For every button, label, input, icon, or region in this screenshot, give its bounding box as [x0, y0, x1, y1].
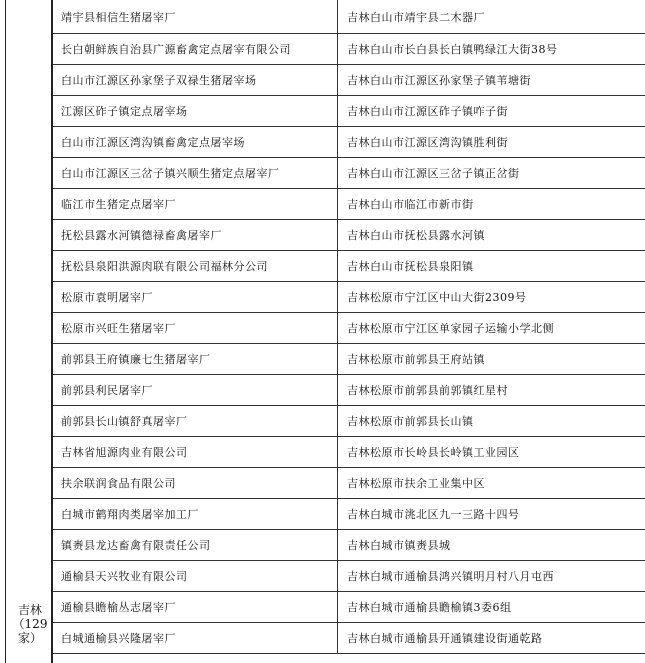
region-column: [5, 0, 53, 663]
enterprise-name-cell: 扶余联润食品有限公司: [53, 468, 338, 499]
table-row: [53, 592, 645, 623]
enterprise-name-cell: 松原市袁明屠宰厂: [53, 282, 338, 313]
table-body: [53, 0, 645, 654]
enterprise-name-cell: 松原市兴旺生猪屠宰厂: [53, 313, 338, 344]
address-cell: 吉林松原市扶余工业集中区: [338, 468, 645, 499]
enterprise-table: [53, 0, 645, 654]
address-cell: 吉林白山市临江市新市街: [338, 189, 645, 220]
address-cell: 吉林松原市长岭县长岭镇工业园区: [338, 437, 645, 468]
address-cell: 吉林松原市前郭县前郭镇红星村: [338, 375, 645, 406]
enterprise-name-cell: 镇赉县龙达畜禽有限责任公司: [53, 530, 338, 561]
address-cell: 吉林白城市镇赉县城: [338, 530, 645, 561]
enterprise-name-cell: 白山市江源区孙家堡子双禄生猪屠宰场: [53, 65, 338, 96]
table-row: [53, 34, 645, 65]
table-row: [53, 189, 645, 220]
address-cell: 吉林白山市长白县长白镇鸭绿江大街38号: [338, 34, 645, 65]
address-cell: 吉林白山市抚松县泉阳镇: [338, 251, 645, 282]
address-cell: 吉林松原市前郭县王府站镇: [338, 344, 645, 375]
enterprise-name-cell: 白城通榆县兴隆屠宰厂: [53, 623, 338, 654]
address-cell: 吉林白城市通榆县瞻榆镇3委6组: [338, 592, 645, 623]
table-row: [53, 623, 645, 654]
address-cell: 吉林白山市江源区孙家堡子镇苇塘街: [338, 65, 645, 96]
enterprise-name-cell: 白山市江源区三岔子镇兴顺生猪定点屠宰厂: [53, 158, 338, 189]
enterprise-name-cell: 江源区砟子镇定点屠宰场: [53, 96, 338, 127]
address-cell: 吉林白山市抚松县露水河镇: [338, 220, 645, 251]
enterprise-name-cell: 前郭县利民屠宰厂: [53, 375, 338, 406]
enterprise-name-cell: 通榆县瞻榆丛志屠宰厂: [53, 592, 338, 623]
table-row: [53, 406, 645, 437]
table-row: [53, 468, 645, 499]
enterprise-name-cell: 靖宇县相信生猪屠宰厂: [53, 0, 338, 34]
enterprise-name-cell: 长白朝鲜族自治县广源畜禽定点屠宰有限公司: [53, 34, 338, 65]
enterprise-name-cell: 吉林省旭源肉业有限公司: [53, 437, 338, 468]
address-cell: 吉林白山市江源区湾沟镇胜利街: [338, 127, 645, 158]
address-cell: 吉林白山市江源区砟子镇咋子街: [338, 96, 645, 127]
region-unit: 家）: [17, 631, 42, 645]
table-row: [53, 561, 645, 592]
region-label: [12, 603, 48, 645]
enterprise-name-cell: 前郭县王府镇廉七生猪屠宰厂: [53, 344, 338, 375]
table-row: [53, 220, 645, 251]
address-cell: 吉林白城市通榆县开通镇建设街通乾路: [338, 623, 645, 654]
table-row: [53, 96, 645, 127]
table-row: [53, 127, 645, 158]
region-count: （129: [12, 617, 48, 631]
table-row: [53, 344, 645, 375]
address-cell: 吉林白山市靖宇县二木器厂: [338, 0, 645, 34]
table-row: [53, 530, 645, 561]
address-cell: 吉林松原市前郭县长山镇: [338, 406, 645, 437]
table-row: [53, 437, 645, 468]
enterprise-name-cell: 前郭县长山镇舒真屠宰厂: [53, 406, 338, 437]
enterprise-name-cell: 白山市江源区湾沟镇畜禽定点屠宰场: [53, 127, 338, 158]
table-left-border: [5, 0, 6, 663]
address-cell: 吉林松原市宁江区单家园子运输小学北侧: [338, 313, 645, 344]
enterprise-name-cell: 抚松县泉阳洪源肉联有限公司福林分公司: [53, 251, 338, 282]
enterprise-name-cell: 抚松县露水河镇德禄畜禽屠宰厂: [53, 220, 338, 251]
table-row: [53, 282, 645, 313]
address-cell: 吉林松原市宁江区中山大街2309号: [338, 282, 645, 313]
table-row: [53, 0, 645, 34]
enterprise-name-cell: 白城市鹤翔肉类屠宰加工厂: [53, 499, 338, 530]
address-cell: 吉林白城市洮北区九一三路十四号: [338, 499, 645, 530]
table-row: [53, 158, 645, 189]
address-cell: 吉林白山市江源区三岔子镇正岔街: [338, 158, 645, 189]
table-row: [53, 375, 645, 406]
enterprise-name-cell: 通榆县天兴牧业有限公司: [53, 561, 338, 592]
table-row: [53, 65, 645, 96]
enterprise-name-cell: 临江市生猪定点屠宰厂: [53, 189, 338, 220]
region-name: 吉林: [17, 603, 42, 617]
table-row: [53, 251, 645, 282]
address-cell: 吉林白城市通榆县鸿兴镇明月村八月屯西: [338, 561, 645, 592]
table-row: [53, 313, 645, 344]
table-row: [53, 499, 645, 530]
